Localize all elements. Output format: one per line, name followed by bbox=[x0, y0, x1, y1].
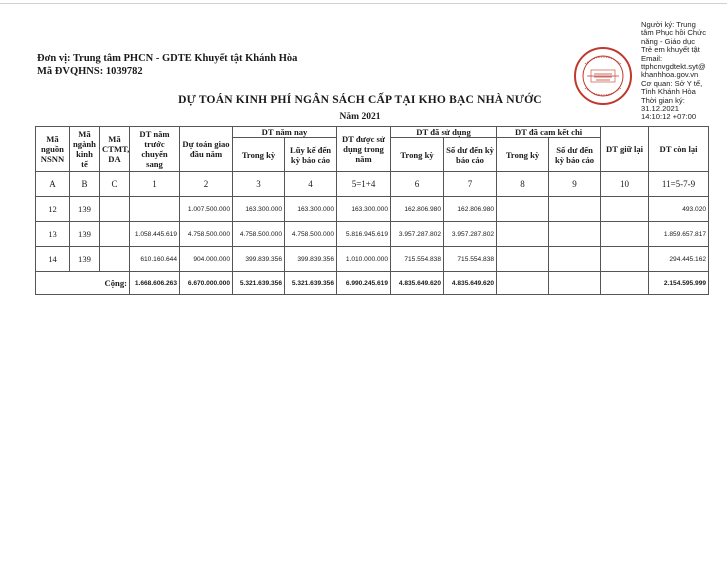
report-year: Năm 2021 bbox=[339, 112, 381, 122]
table-row bbox=[36, 247, 709, 272]
col-header-2: Dự toán giao đầu năm bbox=[180, 127, 233, 172]
table-cell bbox=[549, 247, 601, 272]
column-index-cell: 11=5-7-9 bbox=[649, 172, 709, 197]
column-index-cell: 2 bbox=[180, 172, 233, 197]
signature-line: tâm Phục hồi Chức bbox=[641, 28, 707, 38]
table-row bbox=[36, 222, 709, 247]
table-cell: 162.806.980 bbox=[444, 197, 497, 222]
table-cell: 163.300.000 bbox=[233, 197, 285, 222]
column-index-cell: 6 bbox=[391, 172, 444, 197]
signature-line: Thời gian ký: bbox=[641, 95, 685, 105]
col-header-10: DT giữ lại bbox=[601, 127, 649, 172]
total-cell: 6.670.000.000 bbox=[180, 272, 233, 295]
signature-line: Email: bbox=[641, 53, 663, 63]
total-cell: 5.321.639.356 bbox=[233, 272, 285, 295]
table-cell: 14 bbox=[36, 247, 70, 272]
total-cell: 4.835.649.620 bbox=[391, 272, 444, 295]
table-cell: 162.806.980 bbox=[391, 197, 444, 222]
column-index-cell: C bbox=[100, 172, 130, 197]
table-cell: 4.758.500.000 bbox=[180, 222, 233, 247]
table-cell: 399.839.356 bbox=[285, 247, 337, 272]
table-cell bbox=[601, 197, 649, 222]
table-cell: 610.160.644 bbox=[130, 247, 180, 272]
unit-info bbox=[37, 52, 297, 78]
table-cell: 139 bbox=[70, 197, 100, 222]
page-title: DỰ TOÁN KINH PHÍ NGÂN SÁCH CẤP TẠI KHO BẠC NHÀ NƯỚC bbox=[178, 94, 542, 106]
table-cell: 3.957.287.802 bbox=[391, 222, 444, 247]
table-cell: 12 bbox=[36, 197, 70, 222]
group-header-da-su-dung: DT đã sử dụng bbox=[391, 127, 497, 138]
col-header-b: Mã ngành kinh tế bbox=[70, 127, 100, 172]
table-cell: 139 bbox=[70, 247, 100, 272]
table-cell bbox=[497, 222, 549, 247]
total-cell bbox=[497, 272, 549, 295]
table-cell bbox=[130, 197, 180, 222]
column-index-cell: B bbox=[70, 172, 100, 197]
table-cell bbox=[100, 247, 130, 272]
table-cell: 1.007.500.000 bbox=[180, 197, 233, 222]
column-index-cell: 4 bbox=[285, 172, 337, 197]
total-cell: 5.321.639.356 bbox=[285, 272, 337, 295]
col-header-5: DT được sử dụng trong năm bbox=[337, 127, 391, 172]
table-cell bbox=[549, 197, 601, 222]
total-cell: 1.668.606.263 bbox=[130, 272, 180, 295]
col-header-a: Mã nguồn NSNN bbox=[36, 127, 70, 172]
table-cell: 904.000.000 bbox=[180, 247, 233, 272]
unit-name: Đơn vị: Trung tâm PHCN - GDTE Khuyết tật Khánh Hòa bbox=[37, 53, 298, 64]
group-header-cam-ket: DT đã cam kết chi bbox=[497, 127, 601, 138]
col-header-c: Mã CTMT, DA bbox=[100, 127, 130, 172]
total-cell: 4.835.649.620 bbox=[444, 272, 497, 295]
table-cell: 1.859.657.817 bbox=[649, 222, 709, 247]
signature-line: Cơ quan: Sở Y tế, bbox=[641, 78, 703, 88]
official-stamp-icon bbox=[573, 46, 633, 106]
signature-line: 14:10:12 +07:00 bbox=[641, 112, 697, 122]
table-cell bbox=[100, 222, 130, 247]
unit-code: Mã ĐVQHNS: 1039782 bbox=[37, 66, 143, 77]
column-index-cell: A bbox=[36, 172, 70, 197]
table-cell bbox=[549, 222, 601, 247]
table-cell: 715.554.838 bbox=[391, 247, 444, 272]
table-cell: 493.020 bbox=[649, 197, 709, 222]
col-header-3: Trong kỳ bbox=[233, 138, 285, 172]
col-header-11: DT còn lại bbox=[649, 127, 709, 172]
col-header-6: Trong kỳ bbox=[391, 138, 444, 172]
table-row bbox=[36, 197, 709, 222]
table-cell: 4.758.500.000 bbox=[285, 222, 337, 247]
total-cell: 2.154.595.999 bbox=[649, 272, 709, 295]
table-cell: 399.839.356 bbox=[233, 247, 285, 272]
col-header-1: DT năm trước chuyển sang bbox=[130, 127, 180, 172]
top-divider bbox=[0, 3, 727, 4]
column-index-row bbox=[36, 172, 709, 197]
signature-line: ttphcnvgdtekt.syt@ bbox=[641, 62, 706, 72]
table-cell: 294.445.162 bbox=[649, 247, 709, 272]
table-cell: 715.554.838 bbox=[444, 247, 497, 272]
column-index-cell: 10 bbox=[601, 172, 649, 197]
group-header-nam-nay: DT năm nay bbox=[233, 127, 337, 138]
table-cell bbox=[497, 247, 549, 272]
column-index-cell: 9 bbox=[549, 172, 601, 197]
col-header-4: Lũy kế đến kỳ báo cáo bbox=[285, 138, 337, 172]
digital-signature bbox=[641, 21, 727, 122]
col-header-7: Số dư đến kỳ báo cáo bbox=[444, 138, 497, 172]
table-cell bbox=[497, 197, 549, 222]
table-cell: 1.058.445.619 bbox=[130, 222, 180, 247]
table-cell: 139 bbox=[70, 222, 100, 247]
signature-line: Tỉnh Khánh Hòa bbox=[641, 87, 696, 97]
table-cell: 3.957.287.802 bbox=[444, 222, 497, 247]
budget-table bbox=[35, 126, 709, 295]
column-index-cell: 8 bbox=[497, 172, 549, 197]
column-index-cell: 1 bbox=[130, 172, 180, 197]
table-cell: 163.300.000 bbox=[337, 197, 391, 222]
table-cell: 5.816.945.619 bbox=[337, 222, 391, 247]
total-cell: 6.990.245.619 bbox=[337, 272, 391, 295]
signature-line: năng - Giáo dục bbox=[641, 36, 696, 46]
col-header-8: Trong kỳ bbox=[497, 138, 549, 172]
signature-line: 31.12.2021 bbox=[641, 104, 680, 114]
column-index-cell: 3 bbox=[233, 172, 285, 197]
header-row-1 bbox=[36, 127, 709, 138]
table-cell: 163.300.000 bbox=[285, 197, 337, 222]
table-cell bbox=[601, 222, 649, 247]
table-cell: 13 bbox=[36, 222, 70, 247]
total-cell bbox=[549, 272, 601, 295]
total-row bbox=[36, 272, 709, 295]
total-cell bbox=[601, 272, 649, 295]
signature-line: khanhhoa.gov.vn bbox=[641, 70, 699, 80]
table-cell: 4.758.500.000 bbox=[233, 222, 285, 247]
col-header-9: Số dư đến kỳ báo cáo bbox=[549, 138, 601, 172]
column-index-cell: 5=1+4 bbox=[337, 172, 391, 197]
total-label: Cộng: bbox=[36, 272, 130, 295]
column-index-cell: 7 bbox=[444, 172, 497, 197]
signature-line: Người ký: Trung bbox=[641, 20, 696, 29]
table-cell: 1.010.000.000 bbox=[337, 247, 391, 272]
table-cell bbox=[601, 247, 649, 272]
table-cell bbox=[100, 197, 130, 222]
signature-line: Trẻ em khuyết tật bbox=[641, 45, 700, 55]
